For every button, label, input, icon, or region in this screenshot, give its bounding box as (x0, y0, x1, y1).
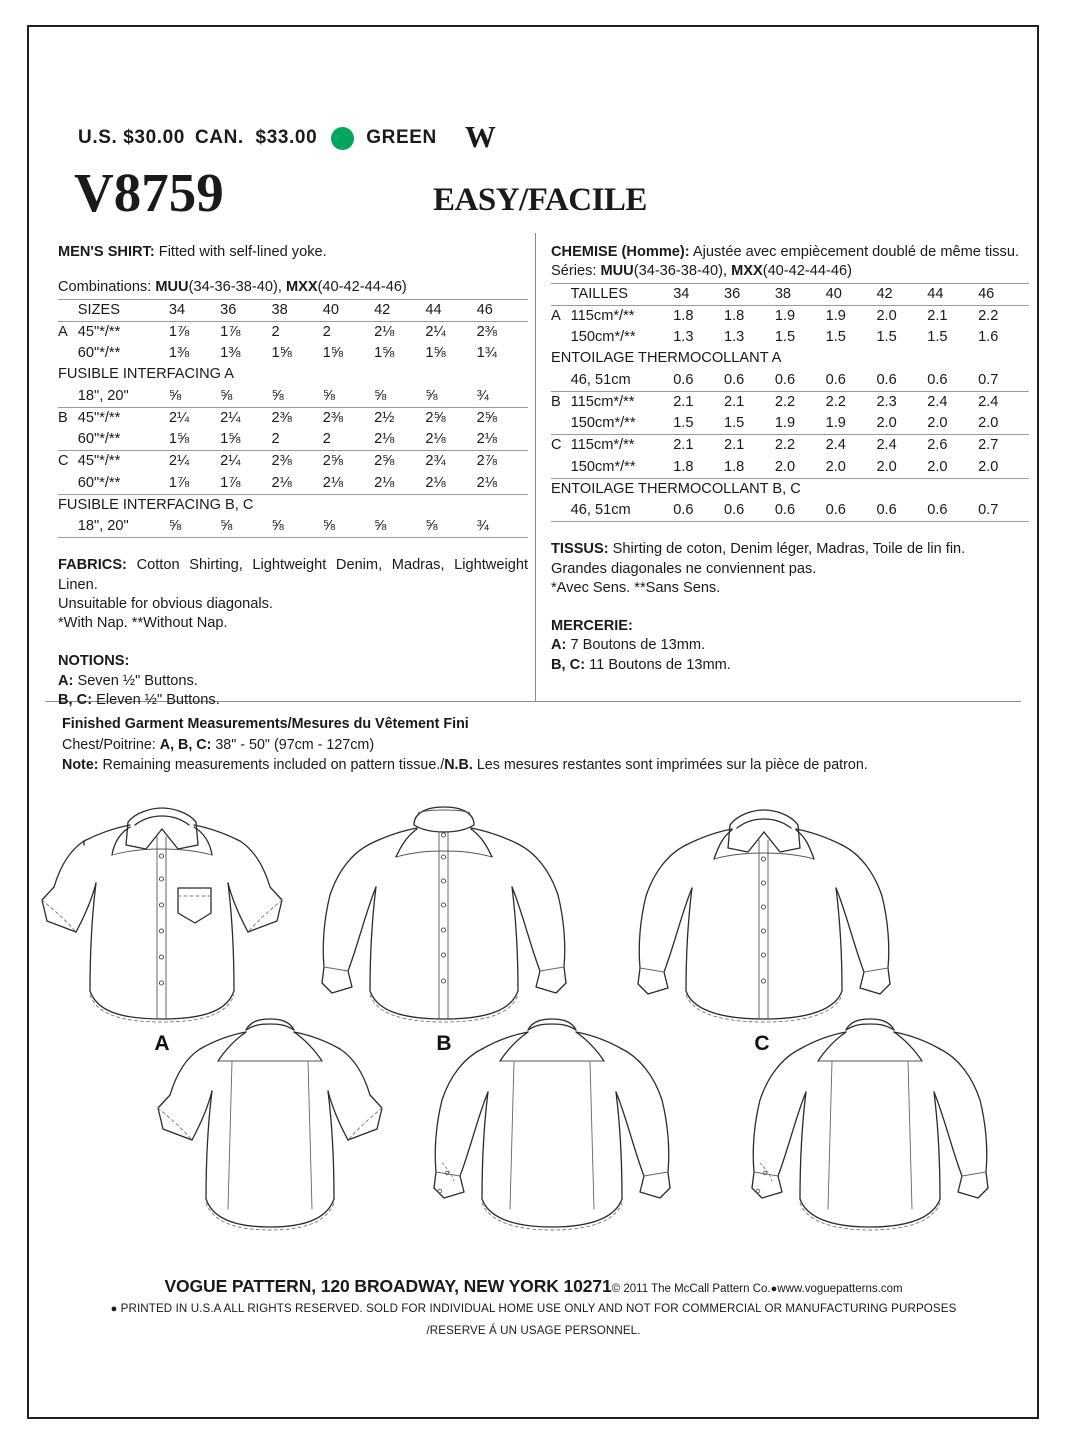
finished-title: Finished Garment Measurements/Mesures du Vêtement Fini (62, 716, 469, 732)
footer-legal-line-1 (0, 1302, 1067, 1315)
size-col-2: 38 (271, 299, 322, 321)
french-fabrics-note: Grandes diagonales ne conviennent pas. (551, 560, 817, 577)
metrage-cell: 1.9 (775, 413, 826, 435)
table-row (58, 407, 528, 429)
yardage-cell: 1⅞ (220, 323, 241, 340)
yardage-cell: 2⅛ (374, 473, 425, 495)
website-url: www.voguepatterns.com (777, 1283, 903, 1295)
separator-bullet-icon: ● (770, 1283, 778, 1295)
yardage-cell: ⅝ (425, 516, 476, 538)
yardage-cell: 2⅛ (425, 429, 476, 451)
yardage-cell: 1⅞ (169, 473, 220, 495)
metrage-cell: 0.7 (978, 500, 1029, 522)
french-notions-a-text: 7 Boutons de 13mm. (566, 637, 706, 654)
blank-cell (58, 386, 78, 408)
blank-cell (551, 370, 571, 392)
yardage-cell: ⅝ (323, 516, 374, 538)
french-combo-code-1: MUU (600, 263, 634, 280)
french-nap-note: *Avec Sens. **Sans Sens. (551, 579, 721, 596)
fabric-width: 150cm*/** (570, 329, 636, 345)
french-combo-sizes-1: (34-36-38-40), (633, 263, 732, 280)
metrage-cell: 2.6 (927, 437, 948, 454)
view-letter (58, 473, 78, 495)
size-col-6: 46 (477, 299, 528, 321)
english-description-text: Fitted with self-lined yoke. (154, 244, 327, 260)
yardage-cell: 2½ (374, 409, 395, 426)
english-notions-bc-label: B, C: (58, 691, 93, 708)
table-row (58, 386, 528, 408)
french-notions-bc-label: B, C: (551, 656, 586, 673)
technical-line-drawings (40, 795, 1030, 1245)
size-code: W (464, 118, 496, 154)
metrage-cell: 2.1 (724, 393, 745, 410)
fabric-width: 60"*/** (77, 345, 121, 361)
yardage-cell: 1⅝ (271, 345, 292, 361)
english-combinations (58, 278, 528, 297)
interfacing-a-heading: FUSIBLE INTERFACING A (58, 366, 234, 383)
english-fabrics-note: Unsuitable for obvious diagonals. (58, 595, 273, 612)
metrage-cell: 1.5 (825, 329, 846, 345)
metrage-cell: 1.9 (825, 307, 846, 324)
metrage-cell: 2.4 (978, 393, 999, 410)
yardage-cell: 2⅝ (476, 409, 497, 426)
yardage-cell: 1⅜ (220, 345, 241, 361)
metrage-cell: 0.6 (876, 500, 927, 522)
english-fabrics-text: Cotton Shirting, Lightweight Denim, Madras, Lightweight Linen. (58, 557, 528, 593)
yardage-cell: 2⅝ (374, 453, 395, 470)
size-col-3: 40 (323, 299, 374, 321)
fabric-width: 115cm*/** (570, 307, 635, 324)
metrage-cell: 0.6 (876, 370, 927, 392)
interfacing-width: 18", 20" (78, 386, 169, 408)
english-fabrics-label: FABRICS: (58, 557, 127, 574)
yardage-cell: 1⅝ (425, 345, 446, 361)
interfacing-bc-heading-row (58, 494, 528, 516)
english-nap-note: *With Nap. **Without Nap. (58, 615, 228, 631)
table-row (551, 391, 1029, 413)
metrage-cell: 2.0 (775, 457, 826, 479)
english-yardage-table (58, 299, 528, 539)
english-notions-bc-text: Eleven ½" Buttons. (92, 691, 220, 708)
metrage-cell: 2.0 (826, 457, 877, 479)
english-description-label: MEN'S SHIRT: (58, 244, 155, 260)
company-address: VOGUE PATTERN, 120 BROADWAY, NEW YORK 10271 (164, 1276, 612, 1296)
french-notions-a-label: A: (551, 637, 567, 654)
fabric-width: 60"*/** (78, 429, 169, 451)
french-notions-label: MERCERIE: (551, 618, 633, 634)
yardage-cell: 2⅛ (477, 473, 528, 495)
metrage-cell: 2.0 (978, 457, 1029, 479)
size-col-5: 44 (425, 299, 476, 321)
english-combo-code-1: MUU (155, 279, 189, 296)
size-col-1: 36 (220, 299, 271, 321)
table-row (58, 473, 528, 495)
metrage-cell: 2.0 (876, 413, 927, 435)
english-notions-bc (58, 691, 528, 710)
table-row (551, 370, 1029, 392)
metrage-cell: 2.1 (927, 307, 948, 324)
yardage-cell: 2 (271, 323, 280, 340)
yardage-cell: ⅝ (323, 386, 374, 408)
metrage-cell: 0.6 (724, 370, 775, 392)
size-col-4: 42 (876, 283, 927, 305)
french-fabrics-label: TISSUS: (551, 541, 609, 558)
view-letter (551, 327, 571, 348)
finished-chest-label: Chest/Poitrine: (62, 736, 160, 753)
english-combinations-label: Combinations: (58, 279, 156, 296)
size-col-4: 42 (374, 299, 425, 321)
metrage-cell: 1.5 (673, 413, 724, 435)
english-combo-sizes-1: (34-36-38-40), (188, 279, 286, 296)
metrage-cell: 0.6 (673, 500, 724, 522)
yardage-cell: 2⅛ (374, 323, 395, 340)
metrage-cell: 1.3 (673, 329, 694, 345)
yardage-cell: 2⅝ (322, 453, 344, 470)
yardage-cell: 2¾ (425, 453, 446, 470)
metrage-cell: 2.2 (774, 437, 796, 454)
french-combo-sizes-2: (40-42-44-46) (762, 263, 852, 280)
metrage-cell: 0.7 (978, 370, 1029, 392)
french-notions (551, 617, 1029, 675)
view-letter: A (58, 323, 68, 340)
french-notions-bc (551, 656, 1029, 675)
english-description (58, 243, 528, 262)
yardage-cell: 1⅞ (220, 473, 271, 495)
blank-cell (551, 283, 571, 305)
finished-chest-value: 38" - 50" (97cm - 127cm) (211, 736, 375, 753)
fabric-width: 45"*/** (77, 323, 121, 340)
footer-legal-line-2 (0, 1324, 1067, 1337)
metrage-cell: 0.6 (724, 500, 775, 522)
yardage-cell: 2 (322, 323, 331, 340)
finished-note-label-fr: N.B. (444, 757, 473, 774)
table-row (551, 413, 1029, 435)
yardage-cell: 2 (323, 429, 374, 451)
yardage-cell: 2¼ (220, 409, 241, 426)
yardage-cell: 2⅜ (271, 453, 292, 470)
interfacing-a-heading-row (58, 364, 528, 385)
table-row (551, 457, 1029, 479)
column-divider (535, 233, 536, 701)
sizes-header: TAILLES (571, 283, 674, 305)
table-header-row (551, 283, 1029, 305)
metrage-cell: 1.8 (724, 307, 745, 324)
pattern-number: V8759 (74, 162, 224, 223)
view-c-back (752, 1019, 988, 1230)
view-letter (551, 413, 571, 435)
french-description-label: CHEMISE (Homme): (551, 244, 690, 260)
table-row (551, 305, 1029, 327)
metrage-cell: 1.5 (876, 329, 897, 345)
yardage-cell: 2¼ (220, 453, 241, 470)
view-label-c: C (754, 1032, 770, 1055)
metrage-cell: 2.1 (724, 437, 745, 454)
leading-bullet-icon: ● (110, 1303, 118, 1315)
finished-chest-views: A, B, C: (159, 736, 212, 753)
metrage-cell: 2.2 (825, 393, 846, 410)
french-notions-bc-text: 11 Boutons de 13mm. (585, 656, 731, 673)
size-col-3: 40 (826, 283, 877, 305)
metrage-cell: 1.8 (673, 457, 724, 479)
fabric-width: 115cm*/** (570, 437, 635, 454)
french-spec-column (551, 243, 1029, 675)
yardage-cell: 1⅝ (169, 429, 220, 451)
view-letter (551, 457, 571, 479)
metrage-cell: 0.6 (673, 370, 724, 392)
metrage-cell: 1.8 (673, 307, 694, 324)
size-col-1: 36 (724, 283, 775, 305)
metrage-cell: 0.6 (826, 500, 877, 522)
difficulty-label: EASY/FACILE (433, 182, 647, 218)
yardage-cell: ⅝ (169, 516, 220, 538)
yardage-cell: 2¼ (168, 409, 190, 426)
metrage-cell: 0.6 (927, 500, 978, 522)
yardage-cell: 2⅝ (425, 409, 446, 426)
english-combo-sizes-2: (40-42-44-46) (317, 279, 407, 296)
fabric-width: 115cm*/** (570, 393, 635, 410)
view-letter: A (551, 307, 561, 324)
table-row (58, 321, 528, 343)
english-notions-a-label: A: (58, 672, 74, 689)
color-swatch-dot (331, 127, 354, 150)
price-can: CAN. $33.00 (194, 127, 318, 148)
metrage-cell: 2.0 (876, 457, 927, 479)
metrage-cell: 1.5 (774, 329, 796, 345)
blank-cell (58, 516, 78, 538)
yardage-cell: 1¾ (476, 345, 497, 361)
yardage-cell: 2⅞ (476, 453, 497, 470)
interfacing-bc-heading-row (551, 478, 1029, 500)
metrage-cell: 0.6 (775, 500, 826, 522)
yardage-cell: 2⅛ (477, 429, 528, 451)
size-col-0: 34 (169, 299, 220, 321)
metrage-cell: 2.7 (978, 437, 999, 454)
blank-cell (58, 299, 78, 321)
legal-text-1: PRINTED IN U.S.A ALL RIGHTS RESERVED. SOLD FOR INDIVIDUAL HOME USE ONLY AND NOT FOR COMMERCIAL OR MANUFACTURING PURPOSES (120, 1302, 957, 1315)
fabric-width: 150cm*/** (571, 413, 674, 435)
metrage-cell: 1.9 (826, 413, 877, 435)
yardage-cell: 2⅛ (374, 429, 425, 451)
metrage-cell: 2.2 (978, 307, 999, 324)
yardage-cell: 2⅛ (425, 473, 476, 495)
yardage-cell: ⅝ (169, 386, 220, 408)
metrage-cell: 0.6 (775, 370, 826, 392)
interfacing-width: 18", 20" (78, 516, 169, 538)
french-fabrics (551, 540, 1029, 559)
metrage-cell: 2.0 (876, 307, 897, 324)
yardage-cell: 2⅛ (323, 473, 374, 495)
metrage-cell: 1.6 (978, 329, 999, 345)
fabric-width: 45"*/** (77, 409, 121, 426)
copyright-notice: © 2011 The McCall Pattern Co. (611, 1283, 771, 1295)
yardage-cell: ¾ (477, 516, 528, 538)
table-row (551, 327, 1029, 348)
view-letter: C (551, 437, 562, 454)
yardage-cell: 2⅛ (271, 473, 322, 495)
finished-note-label: Note: (62, 757, 99, 774)
french-yardage-table (551, 283, 1029, 523)
yardage-cell: 1⅝ (374, 345, 395, 361)
english-notions (58, 652, 528, 710)
interfacing-bc-heading: ENTOILAGE THERMOCOLLANT B, C (551, 480, 801, 497)
table-row (58, 429, 528, 451)
table-row (58, 343, 528, 364)
yardage-cell: ⅝ (271, 386, 322, 408)
yardage-cell: 1⅜ (168, 345, 190, 361)
yardage-cell: 2 (271, 429, 322, 451)
metrage-cell: 2.1 (673, 437, 694, 454)
price-row (78, 118, 496, 154)
sizes-header: SIZES (78, 299, 169, 321)
metrage-cell: 1.5 (927, 329, 948, 345)
view-letter: B (58, 409, 68, 426)
size-col-2: 38 (775, 283, 826, 305)
view-letter: C (58, 453, 69, 470)
english-spec-column (58, 243, 528, 710)
garment-illustrations (40, 795, 1030, 1245)
english-notions-a-text: Seven ½" Buttons. (73, 672, 198, 689)
metrage-cell: 1.8 (724, 457, 775, 479)
metrage-cell: 1.3 (724, 329, 745, 345)
interfacing-a-heading: ENTOILAGE THERMOCOLLANT A (551, 350, 782, 367)
yardage-cell: ⅝ (220, 386, 271, 408)
metrage-cell: 2.2 (774, 393, 796, 410)
french-combo-code-2: MXX (731, 263, 763, 280)
metrage-cell: 0.6 (927, 370, 978, 392)
view-b-front (322, 807, 566, 1022)
metrage-cell: 1.5 (724, 413, 775, 435)
fabric-width: 150cm*/** (571, 457, 674, 479)
yardage-cell: 2⅜ (322, 409, 344, 426)
metrage-cell: 2.0 (978, 413, 1029, 435)
yardage-cell: 2¼ (425, 323, 446, 340)
yardage-cell: ⅝ (271, 516, 322, 538)
metrage-cell: 0.6 (826, 370, 877, 392)
size-col-6: 46 (978, 283, 1029, 305)
yardage-cell: 1⅝ (220, 429, 271, 451)
color-name: GREEN (366, 127, 437, 148)
finished-note-text: Remaining measurements included on pattern tissue./ (98, 757, 445, 774)
table-header-row (58, 299, 528, 321)
french-combinations-label: Séries: (551, 263, 601, 280)
view-letter (58, 429, 78, 451)
metrage-cell: 2.1 (673, 393, 694, 410)
french-notions-a (551, 636, 1029, 655)
price-us: U.S. $30.00 (78, 127, 185, 148)
english-fabrics (58, 556, 528, 595)
finished-measurements (62, 714, 1024, 776)
french-combinations (551, 262, 1029, 281)
view-a-back (158, 1019, 382, 1230)
view-letter (58, 343, 78, 364)
view-c-front (638, 810, 890, 1022)
french-description (551, 243, 1029, 262)
table-row (58, 451, 528, 473)
yardage-cell: 2⅜ (271, 409, 292, 426)
yardage-cell: ⅝ (374, 386, 425, 408)
interfacing-a-heading-row (551, 348, 1029, 369)
metrage-cell: 2.3 (876, 393, 897, 410)
table-row (551, 500, 1029, 522)
table-row (58, 516, 528, 538)
legal-text-2: /RESERVE Á UN USAGE PERSONNEL. (426, 1324, 641, 1337)
french-description-text: Ajustée avec empiècement doublé de même tissu. (689, 244, 1020, 260)
yardage-cell: 2⅜ (476, 323, 497, 340)
yardage-cell: ⅝ (220, 516, 271, 538)
yardage-cell: 2¼ (168, 453, 190, 470)
english-combo-code-2: MXX (285, 279, 318, 296)
view-b-back (434, 1019, 670, 1230)
view-a-front (42, 808, 282, 1022)
size-col-0: 34 (673, 283, 724, 305)
footer-address-line (0, 1276, 1067, 1297)
metrage-cell: 2.0 (927, 413, 978, 435)
yardage-cell: ¾ (477, 386, 528, 408)
metrage-cell: 2.4 (876, 437, 897, 454)
english-notions-label: NOTIONS: (58, 653, 130, 670)
english-notions-a (58, 672, 528, 691)
finished-note (62, 755, 1024, 776)
yardage-cell: 1⅞ (168, 323, 190, 340)
metrage-cell: 2.0 (927, 457, 978, 479)
metrage-cell: 1.9 (774, 307, 796, 324)
view-letter: B (551, 393, 561, 410)
finished-chest (62, 735, 1024, 756)
blank-cell (551, 500, 571, 522)
view-label-b: B (436, 1032, 452, 1055)
french-fabrics-text: Shirting de coton, Denim léger, Madras, Toile de lin fin. (608, 541, 966, 558)
yardage-cell: ⅝ (374, 516, 425, 538)
interfacing-width: 46, 51cm (571, 500, 674, 522)
view-label-a: A (154, 1032, 170, 1055)
metrage-cell: 2.4 (825, 437, 846, 454)
interfacing-bc-heading: FUSIBLE INTERFACING B, C (58, 496, 254, 513)
yardage-cell: 1⅝ (322, 345, 344, 361)
fabric-width: 45"*/** (77, 453, 121, 470)
metrage-cell: 2.4 (927, 393, 948, 410)
finished-note-text-fr: Les mesures restantes sont imprimées sur la pièce de patron. (472, 757, 868, 774)
table-row (551, 435, 1029, 457)
interfacing-width: 46, 51cm (571, 370, 674, 392)
fabric-width: 60"*/** (78, 473, 169, 495)
size-col-5: 44 (927, 283, 978, 305)
yardage-cell: ⅝ (425, 386, 476, 408)
